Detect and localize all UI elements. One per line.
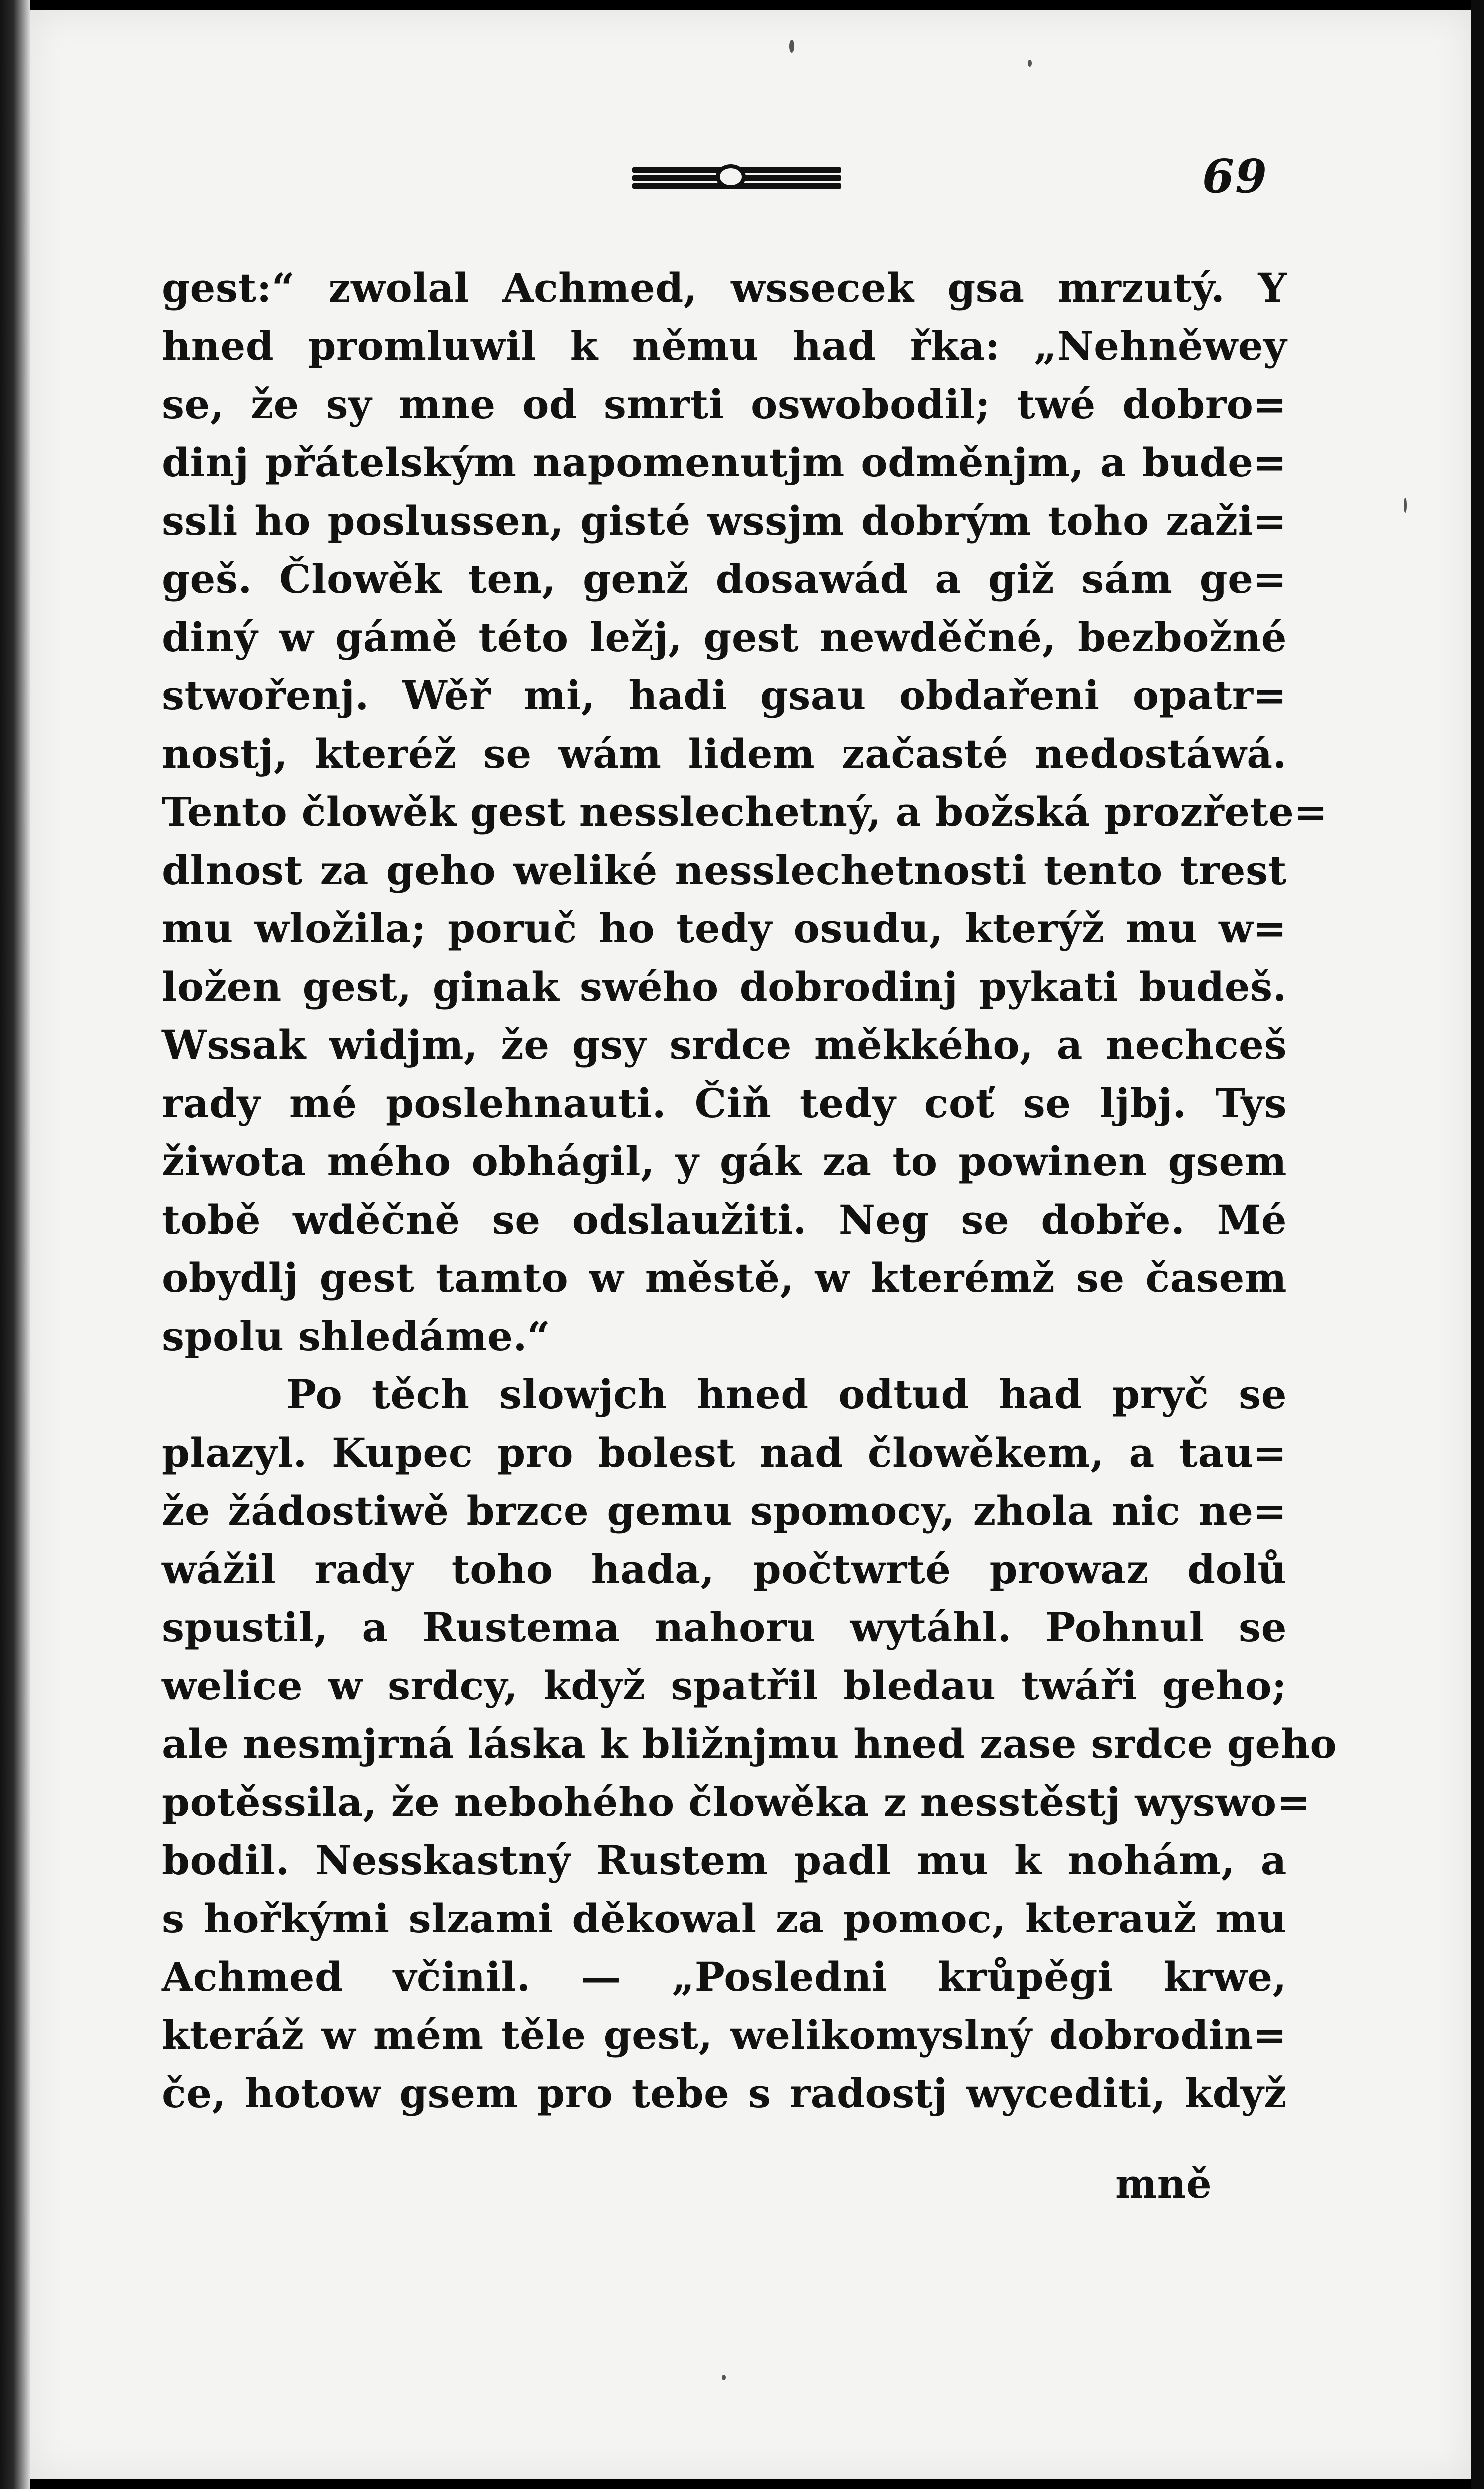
paper-speck <box>1028 60 1032 67</box>
text-line: Tento člowěk gest nesslechetný, a božská prozřete= <box>162 789 1328 835</box>
text-line: če, hotow gsem pro tebe s radostj wycediti, když <box>162 2070 1287 2117</box>
text-line: spolu shledáme.“ <box>162 1313 551 1359</box>
text-line: žiwota mého obhágil, y gák za to powinen gsem <box>162 1138 1287 1185</box>
text-line: ale nesmjrná láska k bližnjmu hned zase srdce geho <box>162 1720 1337 1767</box>
text-line: mu wložila; poruč ho tedy osudu, kterýž mu w= <box>162 905 1287 952</box>
page-right-edge <box>1471 0 1484 2489</box>
text-line: ssli ho poslussen, gisté wssjm dobrým toho zaži= <box>162 497 1287 544</box>
text-line: že žádostiwě brzce gemu spomocy, zhola nic ne= <box>162 1487 1287 1534</box>
text-line: hned promluwil k němu had řka: „Nehněwey <box>162 323 1287 369</box>
text-line: s hořkými slzami děkowal za pomoc, kterauž mu <box>162 1895 1287 1942</box>
text-line: ložen gest, ginak swého dobrodinj pykati budeš. <box>162 963 1287 1010</box>
text-line: rady mé poslehnauti. Čiň tedy coť se ljbj. Tys <box>162 1080 1287 1127</box>
page-number: 69 <box>1202 149 1268 203</box>
text-line: wážil rady toho hada, počtwrté prowaz dolů <box>162 1546 1287 1592</box>
text-line: se, že sy mne od smrti oswobodil; twé dobro= <box>162 381 1287 428</box>
paragraph-start-line: Po těch slowjch hned odtud had pryč se <box>286 1371 1287 1418</box>
text-line: welice w srdcy, když spatřil bledau twáři geho; <box>162 1662 1287 1709</box>
paper-speck <box>1404 498 1407 513</box>
text-line: tobě wděčně se odslaužiti. Neg se dobře. Mé <box>162 1196 1287 1243</box>
text-line: obydlj gest tamto w městě, w kterémž se časem <box>162 1254 1287 1301</box>
header-ornament <box>632 164 841 189</box>
text-line: bodil. Nesskastný Rustem padl mu k nohám, a <box>162 1837 1287 1884</box>
text-line: plazyl. Kupec pro bolest nad člowěkem, a tau= <box>162 1429 1287 1476</box>
paper-speck <box>722 2375 726 2380</box>
text-line: stwořenj. Wěř mi, hadi gsau obdařeni opatr= <box>162 672 1287 719</box>
text-line: nostj, kteréž se wám lidem začasté nedostáwá. <box>162 730 1287 777</box>
text-line: diný w gámě této ležj, gest newděčné, bezbožné <box>162 614 1287 661</box>
text-line: Wssak widjm, že gsy srdce měkkého, a nechceš <box>162 1021 1287 1068</box>
text-line: geš. Člowěk ten, genž dosawád a giž sám ge= <box>162 556 1287 602</box>
text-line: Achmed včinil. — „Posledni krůpěgi krwe, <box>162 1953 1287 2000</box>
catchword: mně <box>1115 2160 1212 2207</box>
body-text <box>162 259 1337 2123</box>
paper-speck <box>789 40 794 53</box>
text-line: dinj přátelským napomenutjm odměnjm, a bude= <box>162 439 1287 486</box>
text-line: spustil, a Rustema nahoru wytáhl. Pohnul se <box>162 1604 1287 1651</box>
book-gutter <box>0 0 30 2489</box>
text-line: dlnost za geho weliké nesslechetnosti tento trest <box>162 847 1287 894</box>
text-line: potěssila, že nebohého člowěka z nesstěstj wyswo= <box>162 1779 1311 1825</box>
text-line: kteráž w mém těle gest, welikomyslný dobrodin= <box>162 2012 1287 2058</box>
text-line: gest:“ zwolal Achmed, wssecek gsa mrzutý. Y <box>162 264 1287 311</box>
